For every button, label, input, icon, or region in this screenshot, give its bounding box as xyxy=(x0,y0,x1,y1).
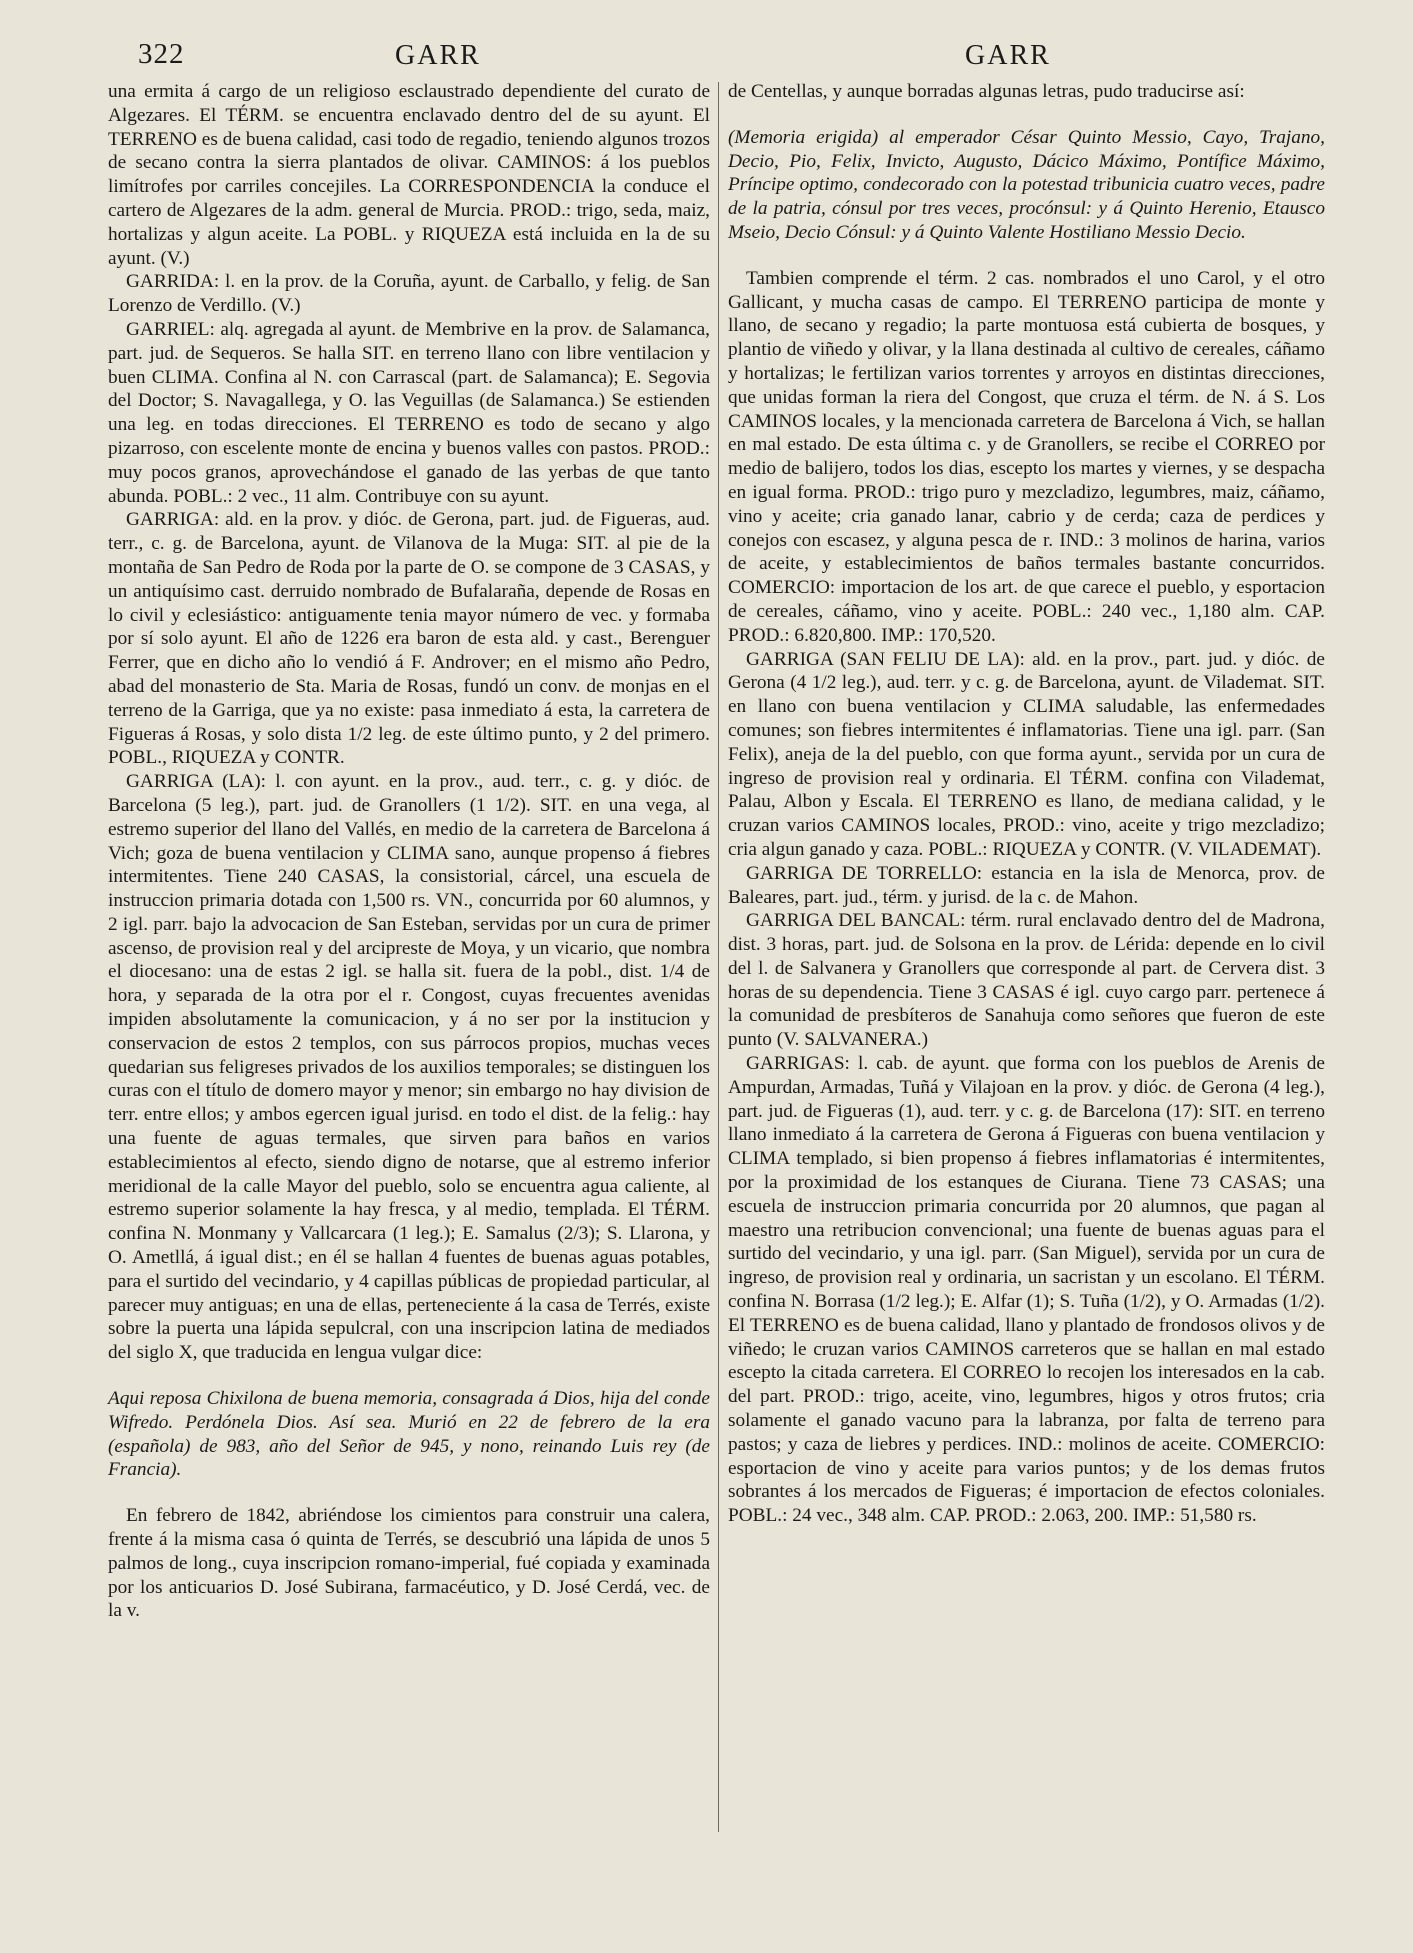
entry-paragraph: En febrero de 1842, abriéndose los cimientos para construir una calera, frente á la misma casa ó quinta de Terrés, se descubrió una lápida de unos 5 palmos de long., cuya inscripcion romano-imperial, fué copiada y examinada por los anticuarios D. José Subirana, farmacéutico, y D. José Cerdá, vec. de la v. xyxy=(108,1505,710,1622)
entry-paragraph: GARRIEL: alq. agregada al ayunt. de Membrive en la prov. de Salamanca, part. jud. de Sequeros. Se halla SIT. en terreno llano con libre ventilacion y buen CLIMA. Confina al N. con Carrascal (part. de Salamanca); E. Segovia del Doctor; S. Navagallega, y O. las Veguillas (de Salamanca.) Se estienden una leg. en todas direcciones. El TERRENO es todo de secano y algo pizarroso, con escelente monte de encina y buenos valles con pastos. PROD.: muy pocos granos, aprovechándose el ganado de las yerbas de que tanto abunda. POBL.: 2 vec., 11 alm. Contribuye con su ayunt. xyxy=(108,318,710,507)
entry-paragraph: GARRIGA (SAN FELIU DE LA): ald. en la prov., part. jud. y dióc. de Gerona (4 1/2 leg.), aud. terr. y c. g. de Barcelona, ayunt. de Vilademat. SIT. en llano con buena ventilacion y CLIMA saludable, las enfermedades comunes; son fiebres intermitentes é inflamatorias. Tiene una igl. parr. (San Felix), aneja de la del pueblo, con que forma ayunt., servida por un cura de ingreso de provision real y ordinaria. El TÉRM. confina con Vilademat, Palau, Albon y Escala. El TERRENO es llano, de mediana calidad, y le cruzan varios CAMINOS locales, PROD.: vino, aceite y trigo mezcladizo; cria algun ganado y caza. POBL.: RIQUEZA y CONTR. (V. VILADEMAT). xyxy=(728,648,1325,860)
entry-paragraph: GARRIGA: ald. en la prov. y dióc. de Gerona, part. jud. de Figueras, aud. terr., c. g. de Barcelona, ayunt. de Vilanova de la Muga: SIT. al pie de la montaña de San Pedro de Roda por la parte de O. se compone de 3 CASAS, y un antiquísimo cast. derruido nombrado de Bufalaraña, depende de Rosas en lo civil y eclesiástico: antiguamente tenia mayor número de vec. y formaba por sí solo ayunt. El año de 1226 era baron de esta ald. y cast., Berenguer Ferrer, que en dicho año lo vendió á F. Androver; en el mismo año Pedro, abad del monasterio de Sta. Maria de Rosas, fundó un conv. de monjas en el terreno de la Garriga, que ya no existe: pasa inmediato á esta, la carretera de Figueras á Rosas, y solo dista 1/2 leg. de este último punto, y 2 del primero. POBL., RIQUEZA y CONTR. xyxy=(108,509,710,769)
entry-paragraph: GARRIGAS: l. cab. de ayunt. que forma con los pueblos de Arenis de Ampurdan, Armadas, Tuñá y Vilajoan en la prov. y dióc. de Gerona (4 leg.), part. jud. de Figueras (1), aud. terr. y c. g. de Barcelona (17): SIT. en terreno llano inmediato á la carretera de Gerona á Figueras con buena ventilacion y CLIMA templado, si bien propenso á fiebres inflamatorias é intermitentes, por la proximidad de los estanques de Ciurana. Tiene 73 CASAS; una escuela de instruccion primaria concurrida por 20 alumnos, que pagan al maestro una retribucion convencional; una fuente de buenas aguas para el surtido del vecindario, y una igl. parr. (San Miguel), servida por un cura de ingreso, de provision real y ordinaria, un sacristan y un escolano. El TÉRM. confina N. Borrasa (1/2 leg.); E. Alfar (1); S. Tuña (1/2), y O. Armadas (1/2). El TERRENO es de buena calidad, llano y plantado de frondosos olivos y de viñedo; le cruzan varios CAMINOS carreteros que se hallan en mal estado escepto la citada carretera. El CORREO lo recojen los interesados en la cab. del part. PROD.: trigo, aceite, vino, legumbres, higos y otros frutos; cria solamente el ganado vacuno para la labranza, por falta de terreno para pastos; y caza de liebres y perdices. IND.: molinos de aceite. COMERCIO: esportacion de vino y aceite para varios puntos; y de los demas frutos sobrantes á los mercados de Figueras; é importacion de efectos coloniales. POBL.: 24 vec., 348 alm. CAP. PROD.: 2.063, 200. IMP.: 51,580 rs. xyxy=(728,1053,1325,1527)
entry-paragraph: GARRIGA (LA): l. con ayunt. en la prov., aud. terr., c. g. y dióc. de Barcelona (5 leg.), part. jud. de Granollers (1 1/2). SIT. en una vega, al estremo superior del llano del Vallés, en medio de la carretera de Barcelona á Vich; goza de buena ventilacion y CLIMA sano, aunque propenso á fiebres intermitentes. Tiene 240 CASAS, la consistorial, cárcel, una escuela de instruccion primaria dotada con 1,500 rs. VN., concurrida por 60 alumnos, y 2 igl. parr. bajo la advocacion de San Esteban, servidas por un cura de primer ascenso, de provision real y del arcipreste de Moya, y un vicario, que nombra el diocesano: una de estas 2 igl. se halla sit. fuera de la pobl., dist. 1/4 de hora, y separada de la otra por el r. Congost, cuyas frecuentes avenidas impiden absolutamente la comunicacion, y á no ser por la institucion y conservacion de estos 2 templos, con sus párrocos propios, muchas veces quedarian sus feligreses privados de los auxilios temporales; se distinguen los curas con el título de domero mayor y menor; sin embargo no hay division de terr. entre ellos; y ambos egercen igual jurisd. en todo el dist. de la felig.: hay una fuente de aguas termales, que sirven para baños en varios establecimientos al efecto, siendo digno de notarse, que al estremo inferior meridional de la calle Mayor del pueblo, solo se encuentra agua caliente, al estremo superior solamente la hay fresca, y al medio, templada. El TÉRM. confina N. Monmany y Vallcarcara (1 leg.); E. Samalus (2/3); S. Llarona, y O. Ametllá, á igual dist.; en él se hallan 4 fuentes de buenas aguas potables, para el surtido del vecindario, y 4 capillas públicas de propiedad particular, al parecer muy antiguas; en una de ellas, perteneciente á la casa de Terrés, existe sobre la puerta una lápida sepulcral, con una inscripcion latina de mediados del siglo X, que traducida en lengua vulgar dice: xyxy=(108,771,710,1364)
right-column xyxy=(728,80,1325,1528)
entry-paragraph: de Centellas, y aunque borradas algunas letras, pudo traducirse así: xyxy=(728,81,1245,102)
entry-paragraph: GARRIDA: l. en la prov. de la Coruña, ayunt. de Carballo, y felig. de San Lorenzo de Verdillo. (V.) xyxy=(108,271,710,317)
epitaph-translation: Aqui reposa Chixilona de buena memoria, consagrada á Dios, hija del conde Wifredo. Perdónela Dios. Así sea. Murió en 22 de febrero de la era (española) de 983, año del Señor de 945, y nono, reinando Luis rey (de Francia). xyxy=(108,1388,710,1481)
running-head-left: GARR xyxy=(395,40,481,71)
entry-paragraph: una ermita á cargo de un religioso esclaustrado dependiente del curato de Algezares. El TÉRM. se encuentra enclavado dentro del de su ayunt. El TERRENO es de buena calidad, casi todo de regadio, teniendo algunos trozos de secano contra la sierra plantados de olivar. CAMINOS: á los pueblos limítrofes por carriles concejiles. La CORRESPONDENCIA la conduce el cartero de Algezares de la adm. general de Murcia. PROD.: trigo, seda, maiz, hortalizas y algun aceite. La POBL. y RIQUEZA está incluida en la de su ayunt. (V.) xyxy=(108,81,710,269)
inscription-translation: (Memoria erigida) al emperador César Quinto Messio, Cayo, Trajano, Decio, Pio, Felix, Invicto, Augusto, Dácico Máximo, Pontífice Máximo, Príncipe optimo, condecorado con la potestad tribunicia cuatro veces, padre de la patria, cónsul por tres veces, procónsul: y á Quinto Herenio, Etausco Mseio, Decio Cónsul: y á Quinto Valente Hostiliano Messio Decio. xyxy=(728,126,1325,243)
left-column xyxy=(108,80,710,1623)
column-rule xyxy=(718,82,719,1832)
running-head-right: GARR xyxy=(965,40,1051,71)
entry-paragraph: GARRIGA DEL BANCAL: térm. rural enclavado dentro del de Madrona, dist. 3 horas, part. jud. de Solsona en la prov. de Lérida: depende en lo civil del l. de Salvanera y Granollers que corresponde al part. de Cervera dist. 3 horas de su dependencia. Tiene 3 CASAS é igl. cuyo cargo parr. pertenece á la comunidad de presbíteros de Sanahuja como señores que fueron de este punto (V. SALVANERA.) xyxy=(728,910,1325,1051)
entry-paragraph: GARRIGA DE TORRELLO: estancia en la isla de Menorca, prov. de Baleares, part. jud., térm. y jurisd. de la c. de Mahon. xyxy=(728,862,1325,908)
entry-paragraph: Tambien comprende el térm. 2 cas. nombrados el uno Carol, y el otro Gallicant, y mucha casas de campo. El TERRENO participa de monte y llano, de secano y regadio; la parte montuosa está cubierta de bosques, y plantio de viñedo y olivar, y la llana destinada al cultivo de cereales, cáñamo y hortalizas; le fertilizan varios torrentes y arroyos en distintas direcciones, que unidas forman la riera del Congost, que cruza el térm. de N. á S. Los CAMINOS locales, y la mencionada carretera de Barcelona á Vich, se hallan en mal estado. De esta última c. y de Granollers, se recibe el CORREO por medio de balijero, todos los dias, escepto los martes y viernes, y se despacha en igual forma. PROD.: trigo puro y mezcladizo, legumbres, maiz, cáñamo, vino y aceite; cria ganado lanar, cabrio y de cerda; caza de perdices y conejos con escasez, y alguna pesca de r. IND.: 3 molinos de harina, varios de aceite, y establecimientos de baños termales bastante concurridos. COMERCIO: importacion de los art. de que carece el pueblo, y esportacion de cereales, cáñamo, vino y aceite. POBL.: 240 vec., 1,180 alm. CAP. PROD.: 6.820,800. IMP.: 170,520. xyxy=(728,267,1325,646)
page-number: 322 xyxy=(138,38,185,70)
